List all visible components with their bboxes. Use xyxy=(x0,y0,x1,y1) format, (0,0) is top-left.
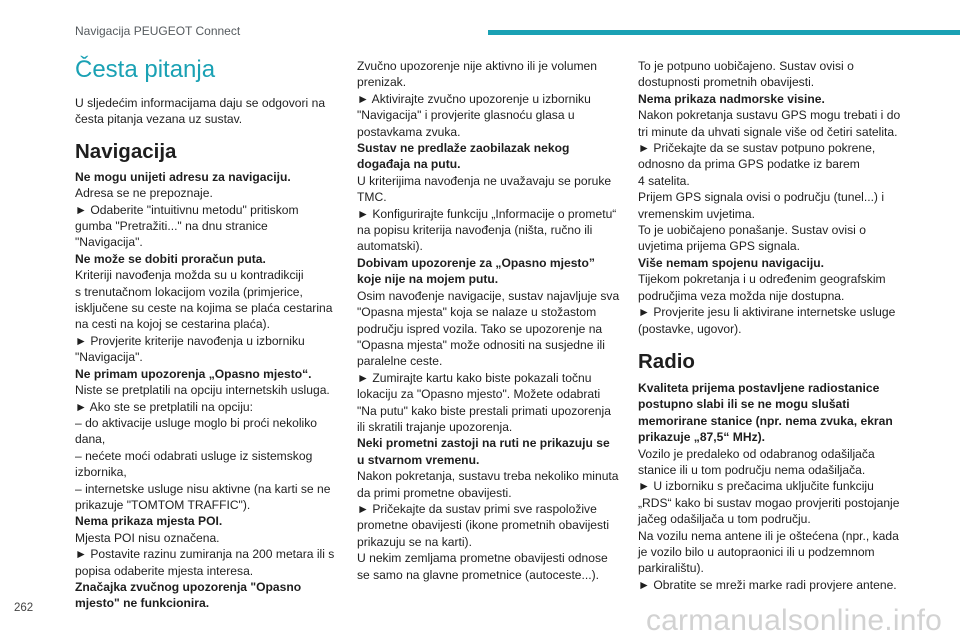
faq-text-line: ili skratili trajanje upozorenja. xyxy=(357,419,513,434)
faq-text-line: Nakon pokretanja sustavu GPS mogu trebati i do xyxy=(638,108,901,123)
faq-question-line: Nema prikaza nadmorske visine. xyxy=(638,91,825,106)
faq-text-line: ► Provjerite kriterije navođenja u izborniku xyxy=(75,333,305,348)
faq-text-line: odnosno da prima GPS podatke iz barem xyxy=(638,157,860,172)
faq-question-line: prikazuje „87,5“ MHz). xyxy=(638,430,766,445)
section-title-navigacija: Navigacija xyxy=(75,139,177,163)
faq-text-line: tri minute da uhvati signale više od četiri satelita. xyxy=(638,124,898,139)
faq-text-line: uvjetima prijema GPS signala. xyxy=(638,239,800,254)
faq-text-line: ► Postavite razinu zumiranja na 200 metara ili s xyxy=(75,547,335,562)
faq-text-line: – do aktivacije usluge moglo bi proći nekoliko xyxy=(75,415,318,430)
faq-text-line: se samo na glavne prometnice (autoceste...). xyxy=(357,567,599,582)
faq-text-line: prikazuju se na karti). xyxy=(357,534,472,549)
page-title: Česta pitanja xyxy=(75,56,216,83)
faq-text-line: ► Provjerite jesu li aktivirane internetske usluge xyxy=(638,305,896,320)
page-number: 262 xyxy=(14,602,34,614)
faq-text-line: ► Odaberite "intuitivnu metodu" pritiskom xyxy=(75,202,299,217)
faq-text-line: Mjesta POI nisu označena. xyxy=(75,530,220,545)
faq-text-line: jačeg odašiljača u tom području. xyxy=(638,512,811,527)
faq-text-line: ► Pričekajte da sustav primi sve raspoložive xyxy=(357,501,597,516)
faq-text-line: ► Obratite se mreži marke radi provjere antene. xyxy=(638,577,897,592)
faq-text-line: 4 satelita. xyxy=(638,173,690,188)
watermark: carmanualsonline.info xyxy=(645,604,942,637)
intro-text xyxy=(75,95,358,128)
faq-text-line: U nekim zemljama prometne obavijesti odnose xyxy=(357,551,608,566)
faq-text-line: paralelne ceste. xyxy=(357,354,443,369)
faq-text-line: parkiralištu). xyxy=(638,561,704,576)
faq-text-line: Nakon pokretanja, sustavu treba nekoliko minuta xyxy=(357,469,619,484)
faq-question-line: Nema prikaza mjesta POI. xyxy=(75,514,223,529)
faq-text-line: TMC. xyxy=(357,190,387,205)
faq-question-line: Više nemam spojenu navigaciju. xyxy=(638,255,824,270)
faq-text-line: ► Aktivirajte zvučno upozorenje u izborniku xyxy=(357,91,591,106)
faq-text-line: lokaciju za "Opasno mjesto". Možete odabrati xyxy=(357,387,601,402)
faq-text-line: – internetske usluge nisu aktivne (na karti se ne xyxy=(75,481,331,496)
faq-text-line: ► U izborniku s prečacima uključite funkciju xyxy=(638,479,874,494)
faq-text-line: Na vozilu nema antene ili je oštećena (npr., kada xyxy=(638,528,899,543)
faq-text-line: To je potpuno uobičajeno. Sustav ovisi o xyxy=(638,59,854,73)
faq-text-line: ► Zumirajte kartu kako biste pokazali točnu xyxy=(357,370,592,385)
faq-text-line: popisa odaberite mjesta interesa. xyxy=(75,563,254,578)
faq-question-line: u stvarnom vremenu. xyxy=(357,452,480,467)
faq-text-line: da primi prometne obavijesti. xyxy=(357,485,512,500)
faq-navigation-part-2 xyxy=(357,58,629,583)
faq-question-line: Značajka zvučnog upozorenja "Opasno xyxy=(75,579,302,594)
faq-text-line: U sljedećim informacijama daju se odgovori na xyxy=(75,96,326,110)
faq-text-line: Kriteriji navođenja možda su u kontradikciji xyxy=(75,268,304,283)
faq-question-line: Ne može se dobiti proračun puta. xyxy=(75,251,266,266)
faq-text-line: U kriterijima navođenja ne uvažavaju se poruke xyxy=(357,173,612,188)
faq-text-line: Zvučno upozorenje nije aktivno ili je volumen xyxy=(357,59,597,73)
faq-text-line: prenizak. xyxy=(357,75,407,90)
section-title-radio: Radio xyxy=(638,349,695,373)
faq-text-line: To je uobičajeno ponašanje. Sustav ovisi o xyxy=(638,223,866,238)
faq-text-line: postavkama zvuka. xyxy=(357,124,461,139)
faq-text-line: isključene su ceste na kojima se plaća cestarina xyxy=(75,301,333,316)
faq-text-line: je vozilo bilo u autopraonici ili u podzemnom xyxy=(638,544,875,559)
faq-question-line: Dobivam upozorenje za „Opasno mjesto” xyxy=(357,255,595,270)
faq-question-line: Kvaliteta prijema postavljene radiostanice xyxy=(638,380,880,395)
faq-text-line: ► Pričekajte da se sustav potpuno pokrene, xyxy=(638,141,876,156)
faq-question-line: postupno slabi ili se ne mogu slušati xyxy=(638,397,850,412)
faq-text-line: području ispred vozila. Tako se upozorenje na xyxy=(357,321,603,336)
faq-text-line: Adresa se ne prepoznaje. xyxy=(75,186,213,201)
faq-text-line: česta pitanja vezana uz sustav. xyxy=(75,112,243,127)
faq-text-line: vremenskim uvjetima. xyxy=(638,206,755,221)
faq-text-line: Prijem GPS signala ovisi o području (tunel...) i xyxy=(638,190,885,205)
column-1 xyxy=(75,55,358,612)
faq-text-line: "Opasna mjesta" može odnositi na susjedne ili xyxy=(357,337,605,352)
faq-text-line: gumba "Pretražiti..." na dnu stranice xyxy=(75,219,268,234)
faq-text-line: prikazuje "TOMTOM TRAFFIC"). xyxy=(75,497,251,512)
faq-question-line: koje nije na mojem putu. xyxy=(357,272,499,287)
faq-text-line: (postavke, ugovor). xyxy=(638,321,742,336)
faq-text-line: Tijekom pokretanja i u određenim geografskim xyxy=(638,272,886,287)
faq-text-line: "Opasna mjesta" koja se nalaze u stožastom xyxy=(357,305,597,320)
faq-text-line: "Navigacija". xyxy=(75,235,143,250)
faq-text-line: "Na putu" kako biste prestali primati upozorenja xyxy=(357,403,611,418)
faq-question-line: Sustav ne predlaže zaobilazak nekog xyxy=(357,141,570,156)
faq-question-line: događaja na putu. xyxy=(357,157,461,172)
faq-question-line: Ne primam upozorenja „Opasno mjesto“. xyxy=(75,366,312,381)
faq-text-line: ► Ako ste se pretplatili na opciju: xyxy=(75,399,254,414)
faq-question-line: Ne mogu unijeti adresu za navigaciju. xyxy=(75,169,291,184)
header-accent-bar xyxy=(488,30,960,35)
faq-text-line: na popisu kriterija navođenja (ništa, ručno ili xyxy=(357,223,593,238)
faq-text-line: dana, xyxy=(75,432,106,447)
running-header: Navigacija PEUGEOT Connect xyxy=(75,24,241,38)
faq-text-line: ► Konfigurirajte funkciju „Informacije o prometu“ xyxy=(357,206,617,221)
column-2 xyxy=(357,58,629,583)
faq-question-line: memorirane stanice (npr. nema zvuka, ekran xyxy=(638,413,893,428)
faq-text-line: "Navigacija". xyxy=(75,350,143,365)
faq-text-line: – nećete moći odabrati usluge iz sistemskog xyxy=(75,448,313,463)
faq-navigation-part-3 xyxy=(638,58,910,337)
faq-text-line: s trenutačnom lokacijom vozila (primjerice, xyxy=(75,284,303,299)
faq-navigation-part-1 xyxy=(75,169,358,612)
faq-text-line: „RDS“ kako bi sustav mogao provjeriti postojanje xyxy=(638,495,900,510)
faq-text-line: dostupnosti prometnih obavijesti. xyxy=(638,75,815,90)
faq-question-line: mjesto" ne funkcionira. xyxy=(75,596,210,611)
faq-text-line: automatski). xyxy=(357,239,423,254)
column-3 xyxy=(638,58,910,593)
faq-question-line: Neki prometni zastoji na ruti ne prikazuju se xyxy=(357,436,610,451)
faq-text-line: Osim navođenje navigacije, sustav najavljuje sva xyxy=(357,288,620,303)
faq-text-line: "Navigacija" i provjerite glasnoću glasa u xyxy=(357,108,575,123)
faq-text-line: Vozilo je predaleko od odabranog odašiljača xyxy=(638,446,875,461)
faq-text-line: područjima veza možda nije dostupna. xyxy=(638,288,845,303)
faq-text-line: na cesti na kojoj se cestarina plaća). xyxy=(75,317,270,332)
faq-radio xyxy=(638,380,910,593)
faq-text-line: Niste se pretplatili na opciju internetskih usluga. xyxy=(75,383,330,398)
faq-text-line: izbornika, xyxy=(75,465,127,480)
faq-text-line: stanice ili u tom području nema odašiljača. xyxy=(638,462,866,477)
faq-text-line: prometne obavijesti (ikone prometnih obavijesti xyxy=(357,518,610,533)
